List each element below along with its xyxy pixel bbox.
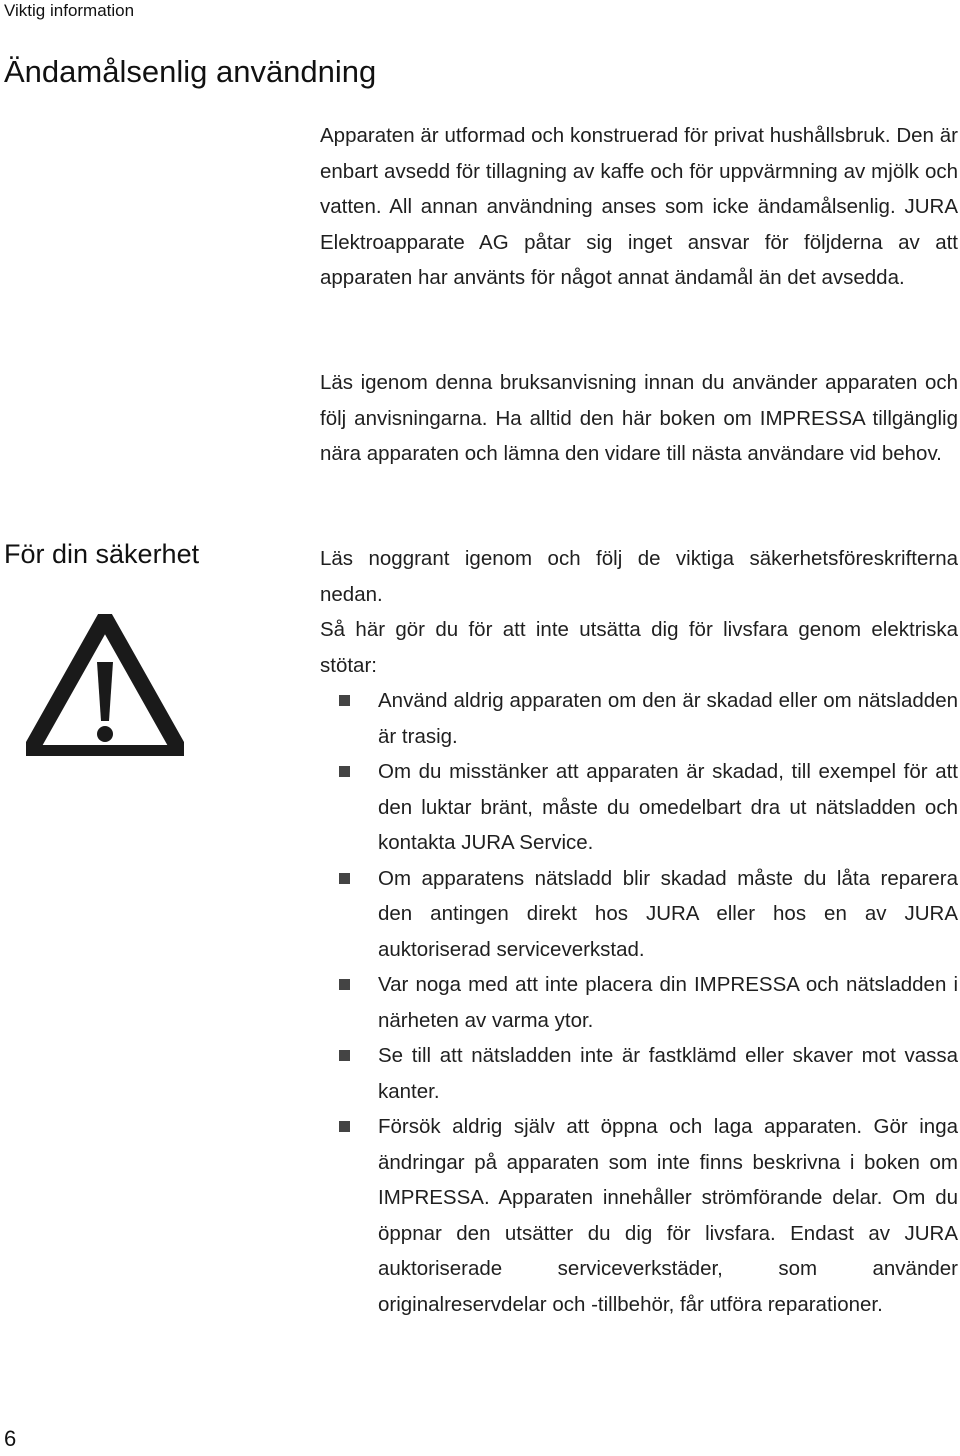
list-item	[320, 861, 958, 968]
square-bullet-icon	[339, 1121, 350, 1132]
list-item	[320, 1038, 958, 1109]
page-title: Ändamålsenlig användning	[4, 54, 377, 89]
safety-shock-text: Så här gör du för att inte utsätta dig för livsfara genom elektriska stötar:	[320, 618, 958, 677]
list-item	[320, 754, 958, 861]
list-item-text: Om du misstänker att apparaten är skadad, till exempel för att den luktar bränt, måste du omedelbart dra ut nätsladden och kontakta JURA Service.	[378, 760, 958, 854]
running-head: Viktig information	[4, 1, 135, 20]
intro-paragraph-1	[320, 118, 958, 296]
square-bullet-icon	[339, 1050, 350, 1061]
page-number: 6	[4, 1426, 17, 1451]
list-item	[320, 967, 958, 1038]
intro-paragraph-2	[320, 365, 958, 472]
square-bullet-icon	[339, 873, 350, 884]
list-item-text: Se till att nätsladden inte är fastklämd eller skaver mot vassa kanter.	[378, 1044, 958, 1103]
intro-text-1: Apparaten är utformad och konstruerad för privat hushållsbruk. Den är enbart avsedd för tillagning av kaffe och för uppvärmning av mjölk och vatten. All annan användning anses som icke ändamålsenlig. JURA Elektroapparate AG påtar sig inget ansvar för följderna av att apparaten har använts för något annat ändamål än det avsedda.	[320, 124, 958, 289]
list-item-text: Försök aldrig själv att öppna och laga apparaten. Gör inga ändringar på apparaten som inte finns beskrivna i boken om IMPRESSA. Apparaten innehåller strömförande delar. Om du öppnar den utsätter du dig för livsfara. Endast av JURA auktoriserade serviceverkstäder, som använder originalreservdelar och -tillbehör, får utföra reparationer.	[378, 1115, 958, 1316]
list-item-text: Var noga med att inte placera din IMPRESSA och nätsladden i närheten av varma ytor.	[378, 973, 958, 1032]
list-item-text: Om apparatens nätsladd blir skadad måste du låta reparera den antingen direkt hos JURA eller hos en av JURA auktoriserad serviceverkstad.	[378, 866, 958, 961]
square-bullet-icon	[339, 766, 350, 777]
list-item	[320, 1109, 958, 1322]
list-item	[320, 683, 958, 754]
square-bullet-icon	[339, 979, 350, 990]
safety-section	[320, 541, 958, 1322]
section-title-safety: För din säkerhet	[4, 539, 200, 569]
safety-bullet-list	[320, 683, 958, 1322]
warning-triangle-icon	[26, 614, 184, 756]
list-item-text: Använd aldrig apparaten om den är skadad eller om nätsladden är trasig.	[378, 689, 958, 748]
square-bullet-icon	[339, 695, 350, 706]
safety-intro-text: Läs noggrant igenom och följ de viktiga säkerhetsföreskrifterna nedan.	[320, 547, 958, 606]
intro-text-2: Läs igenom denna bruksanvisning innan du använder apparaten och följ anvisningarna. Ha alltid den här boken om IMPRESSA tillgänglig nära apparaten och lämna den vidare till nästa användare vid behov.	[320, 371, 958, 465]
